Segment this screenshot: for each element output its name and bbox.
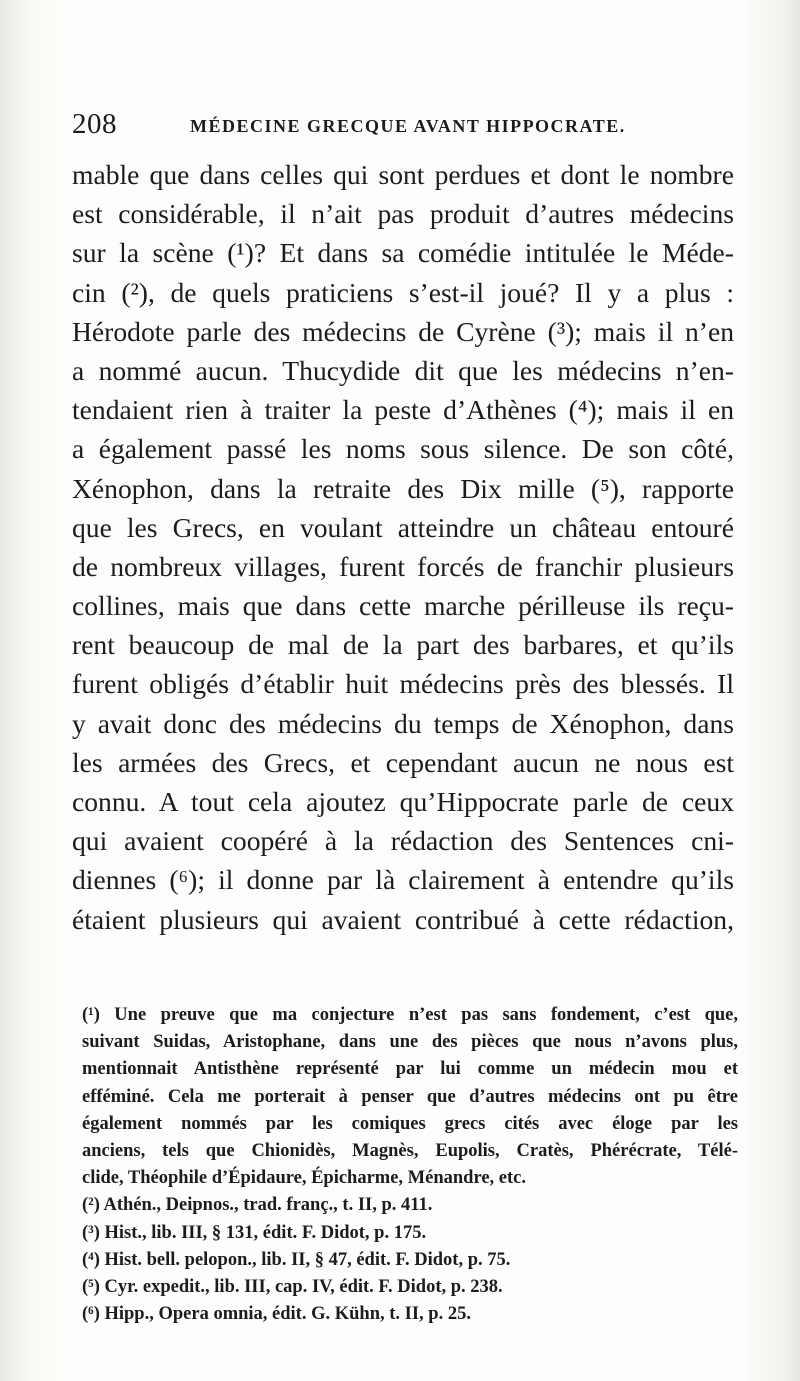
text-line: les armées des Grecs, et cependant aucun ne nous est [72, 746, 734, 778]
footnote-1-line: (¹) Une preuve que ma conjecture n’est pas sans fondement, c’est que, [82, 1005, 738, 1025]
footnotes [82, 1002, 738, 1328]
text-line: cin (²), de quels praticiens s’est-il joué? Il y a plus : [72, 276, 734, 308]
running-title: MÉDECINE GRECQUE AVANT HIPPOCRATE. [190, 116, 626, 136]
main-text [72, 155, 734, 939]
footnote-1-line: clide, Théophile d’Épidaure, Épicharme, Ménandre, etc. [82, 1168, 527, 1189]
footnote-2: (²) Athén., Deipnos., trad. franç., t. II, p. 411. [82, 1195, 433, 1216]
footnote-3: (³) Hist., lib. III, § 131, édit. F. Didot, p. 175. [82, 1222, 427, 1243]
text-line: sur la scène (¹)? Et dans sa comédie intitulée le Méde- [72, 237, 734, 269]
footnote-4: (⁴) Hist. bell. pelopon., lib. II, § 47, édit. F. Didot, p. 75. [82, 1249, 511, 1270]
footnote-1-line: suivant Suidas, Aristophane, dans une des pièces que nous n’avons plus, [82, 1032, 738, 1053]
text-line: tendaient rien à traiter la peste d’Athènes (⁴); mais il en [72, 394, 734, 426]
text-line: Hérodote parle des médecins de Cyrène (³); mais il n’en [72, 315, 734, 347]
text-line: de nombreux villages, furent forcés de franchir plusieurs [72, 550, 734, 582]
footnote-1-line: efféminé. Cela me porterait à penser que d’autres médecins ont pu être [82, 1086, 738, 1107]
footnote-1-line: également nommés par les comiques grecs cités avec éloge par les [82, 1113, 738, 1134]
text-line: connu. A tout cela ajoutez qu’Hippocrate parle de ceux [72, 786, 734, 817]
text-line: y avait donc des médecins du temps de Xénophon, dans [72, 707, 734, 739]
page-header [72, 108, 742, 148]
text-line: rent beaucoup de mal de la part des barbares, et qu’ils [72, 629, 734, 661]
text-line: est considérable, il n’ait pas produit d’autres médecins [72, 198, 734, 230]
text-line: Xénophon, dans la retraite des Dix mille (⁵), rapporte [72, 472, 734, 504]
footnote-5: (⁵) Cyr. expedit., lib. III, cap. IV, édit. F. Didot, p. 238. [82, 1276, 503, 1297]
text-line: étaient plusieurs qui avaient contribué à cette rédaction, [72, 903, 734, 935]
footnote-1-line: anciens, tels que Chionidès, Magnès, Eupolis, Cratès, Phérécrate, Télé- [82, 1140, 738, 1161]
text-line: qui avaient coopéré à la rédaction des Sentences cni- [72, 825, 734, 857]
page-number: 208 [72, 108, 117, 140]
text-line: diennes (⁶); il donne par là clairement à entendre qu’ils [72, 864, 734, 896]
text-line: a nommé aucun. Thucydide dit que les médecins n’en- [72, 354, 734, 386]
text-line: que les Grecs, en voulant atteindre un château entouré [72, 511, 734, 543]
text-line: a également passé les noms sous silence. De son côté, [72, 433, 734, 465]
text-line: mable que dans celles qui sont perdues et dont le nombre [72, 159, 734, 190]
footnote-6: (⁶) Hipp., Opera omnia, édit. G. Kühn, t. II, p. 25. [82, 1304, 471, 1325]
text-line: collines, mais que dans cette marche périlleuse ils reçu- [72, 590, 734, 622]
footnote-1-line: mentionnait Antisthène représenté par lui comme un médecin mou et [82, 1059, 738, 1080]
text-line: furent obligés d’établir huit médecins près des blessés. Il [72, 668, 734, 700]
